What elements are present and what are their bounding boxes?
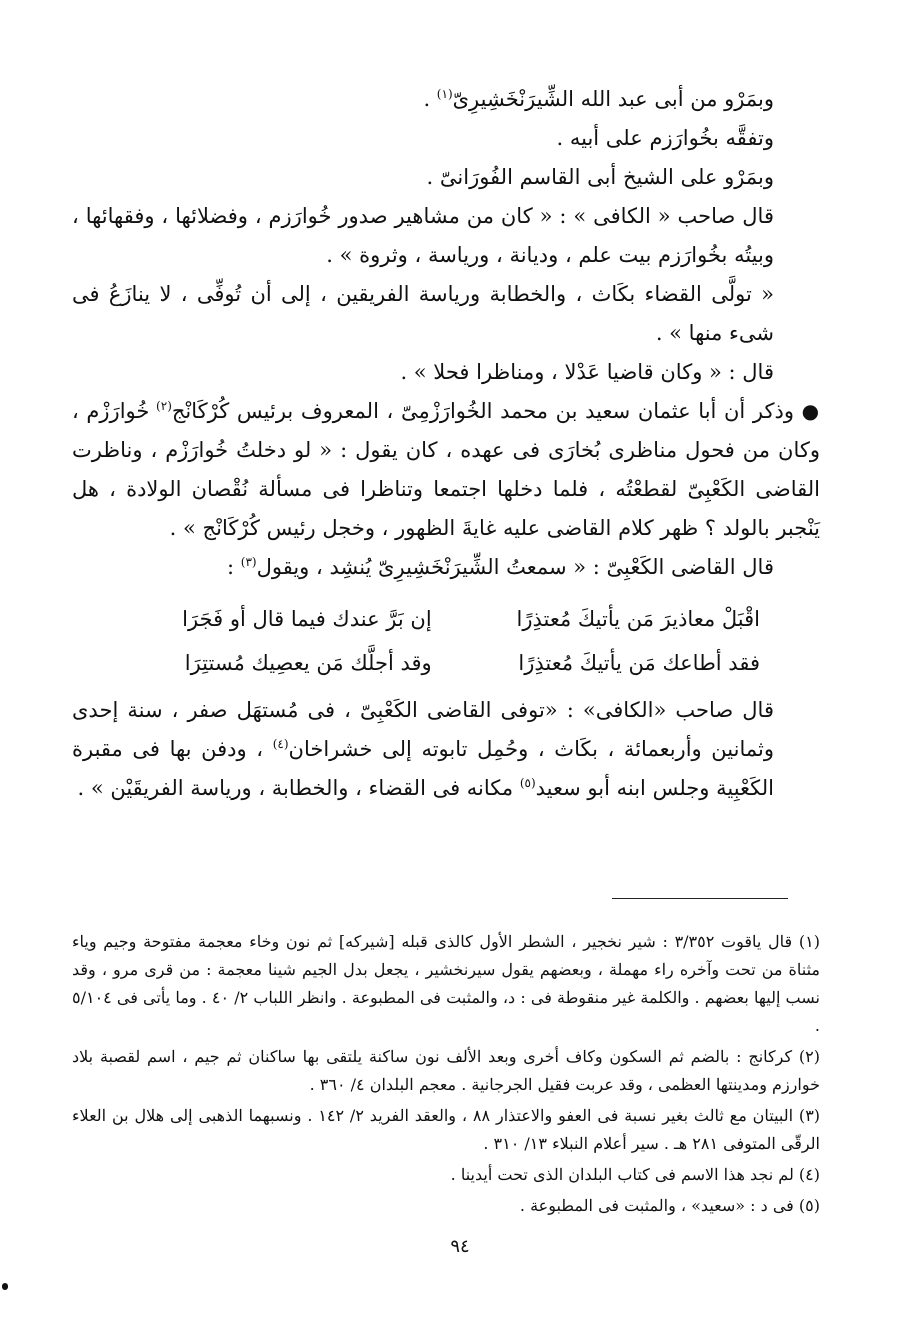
paragraph xyxy=(72,392,820,548)
first-hemistich: فقد أطاعك مَن يأتيكَ مُعتذِرًا xyxy=(518,651,760,675)
footnote-ref: (٤) xyxy=(272,737,289,751)
second-hemistich: إن بَرَّ عندك فيما قال أو فَجَرَا xyxy=(182,607,432,631)
first-hemistich: اقْبَلْ معاذيرَ مَن يأتيكَ مُعتذِرًا xyxy=(516,607,760,631)
text-run: مكانه فى القضاء ، والخطابة ، ورياسة الفريقَيْن » . xyxy=(77,776,520,800)
verse-line xyxy=(72,597,820,641)
scan-edge-mark xyxy=(2,1283,8,1290)
bullet-icon: ● xyxy=(801,399,821,423)
paragraph xyxy=(72,691,820,808)
footnote-separator xyxy=(612,898,788,899)
text-line: وبمَرْو على الشيخ أبى القاسم الفُورَانىّ . xyxy=(426,165,774,189)
paragraph: قال صاحب « الكافى » : « كان من مشاهير صدور خُوارَزم ، وفضلائها ، وفقهائها ، وبيتُه بخُوارَزم بيت علم ، وديانة ، ورياسة ، وثروة » . xyxy=(72,204,774,267)
main-text xyxy=(72,80,820,808)
paragraph: قال : « وكان قاضيا عَدْلا ، ومناظرا فحلا » . xyxy=(400,360,774,384)
text-run: قال القاضى الكَعْبِىّ : « سمعتُ الشِّيرَنْخَشِيرِىّ يُنشِد ، ويقول xyxy=(256,555,774,579)
paragraph xyxy=(72,548,820,587)
page-number: ٩٤ xyxy=(450,1236,470,1257)
poem xyxy=(72,597,820,685)
footnote: (٣) البيتان مع ثالث بغير نسبة فى العفو والاعتذار ٨٨ ، والعقد الفريد ٢/ ١٤٢ . ونسبهما الذهبى إلى هلال بن العلاء الرقّى المتوفى ٢٨١ هـ . سير أعلام النبلاء ١٣/ ٣١٠ . xyxy=(72,1106,821,1153)
footnote: (١) قال ياقوت ٣/٣٥٢ : شير نخجير ، الشطر الأول كالذى قبله [شيركه] ثم نون وخاء معجمة مفتوحة وجيم وياء مثناة من تحت وآخره راء مهملة ، وبعضهم يقول سيرنخشير ، يجعل بدل الجيم شينا معجمة : من قرى مرو ، وقد نسب إليها بعضهم . والكلمة غير منقوطة فى : د، والمثبت فى المطبوعة . وانظر اللباب ٢/ ٤٠ . وما يأتى فى ٥/١٠٤ . xyxy=(72,932,821,1035)
text-line xyxy=(72,80,820,119)
text-line: وتفقَّه بخُوارَزم على أبيه . xyxy=(556,126,774,150)
footnotes xyxy=(72,928,820,1223)
footnote: (٢) كركانج : بالضم ثم السكون وكاف أخرى وبعد الألف نون ساكنة يلتقى بها ساكنان ثم جيم ، اسم لقصبة بلاد خوارزم ومدينتها العظمى ، وقد عربت فقيل الجرجانية . معجم البلدان ٤/ ٣٦٠ . xyxy=(72,1047,820,1094)
text-run: قال صاحب «الكافى» : «توفى القاضى الكَعْبِىّ ، فى مُستهَل صفر ، سنة إحدى وثمانين وأربعمائة ، بكَاث ، وحُمِل تابوته إلى خشراخان xyxy=(72,698,774,761)
text-run: . xyxy=(423,87,437,111)
text-run: : xyxy=(227,555,241,579)
text-run: وبمَرْو من أبى عبد الله الشِّيرَنْخَشِيرِىّ xyxy=(452,87,774,111)
text-run: خُوارَزْم ، وكان من فحول مناظرى بُخارَى فى عهده ، كان يقول : « لو دخلتُ خُوارَزْم ، وناظرت القاضى الكَعْبِىّ لقطعْتُه ، فلما دخلها اجتمعا وتناظرا فى مسألة نُقْصان الولادة ، هل يَنْجبر بالولد ؟ ظهر كلام القاضى عليه غايةَ الظهور ، وخجل رئيس كُرْكَانْج » . xyxy=(72,399,820,540)
footnote-ref: (٢) xyxy=(156,399,172,413)
text-run: ، ودفن بها فى مقبرة الكَعْبِية وجلس ابنه أبو سعيد xyxy=(72,737,774,800)
footnote-ref: (٣) xyxy=(240,555,257,569)
footnote: (٥) فى د : «سعيد» ، والمثبت فى المطبوعة . xyxy=(519,1196,820,1215)
second-hemistich: وقد أجلَّك مَن يعصِيك مُستتِرَا xyxy=(184,651,432,675)
footnote-ref: (٥) xyxy=(519,776,536,790)
verse-line xyxy=(72,641,820,685)
text-run: وذكر أن أبا عثمان سعيد بن محمد الخُوارَزْمِىّ ، المعروف برئيس كُرْكَانْج xyxy=(171,399,802,423)
footnote-ref: (١) xyxy=(436,87,453,101)
footnote: (٤) لم نجد هذا الاسم فى كتاب البلدان الذى تحت أيدينا . xyxy=(450,1165,820,1184)
paragraph: « تولَّى القضاء بكَاث ، والخطابة ورياسة الفريقين ، إلى أن تُوفِّى ، لا ينازَعُ فى شىء منها » . xyxy=(72,282,774,345)
